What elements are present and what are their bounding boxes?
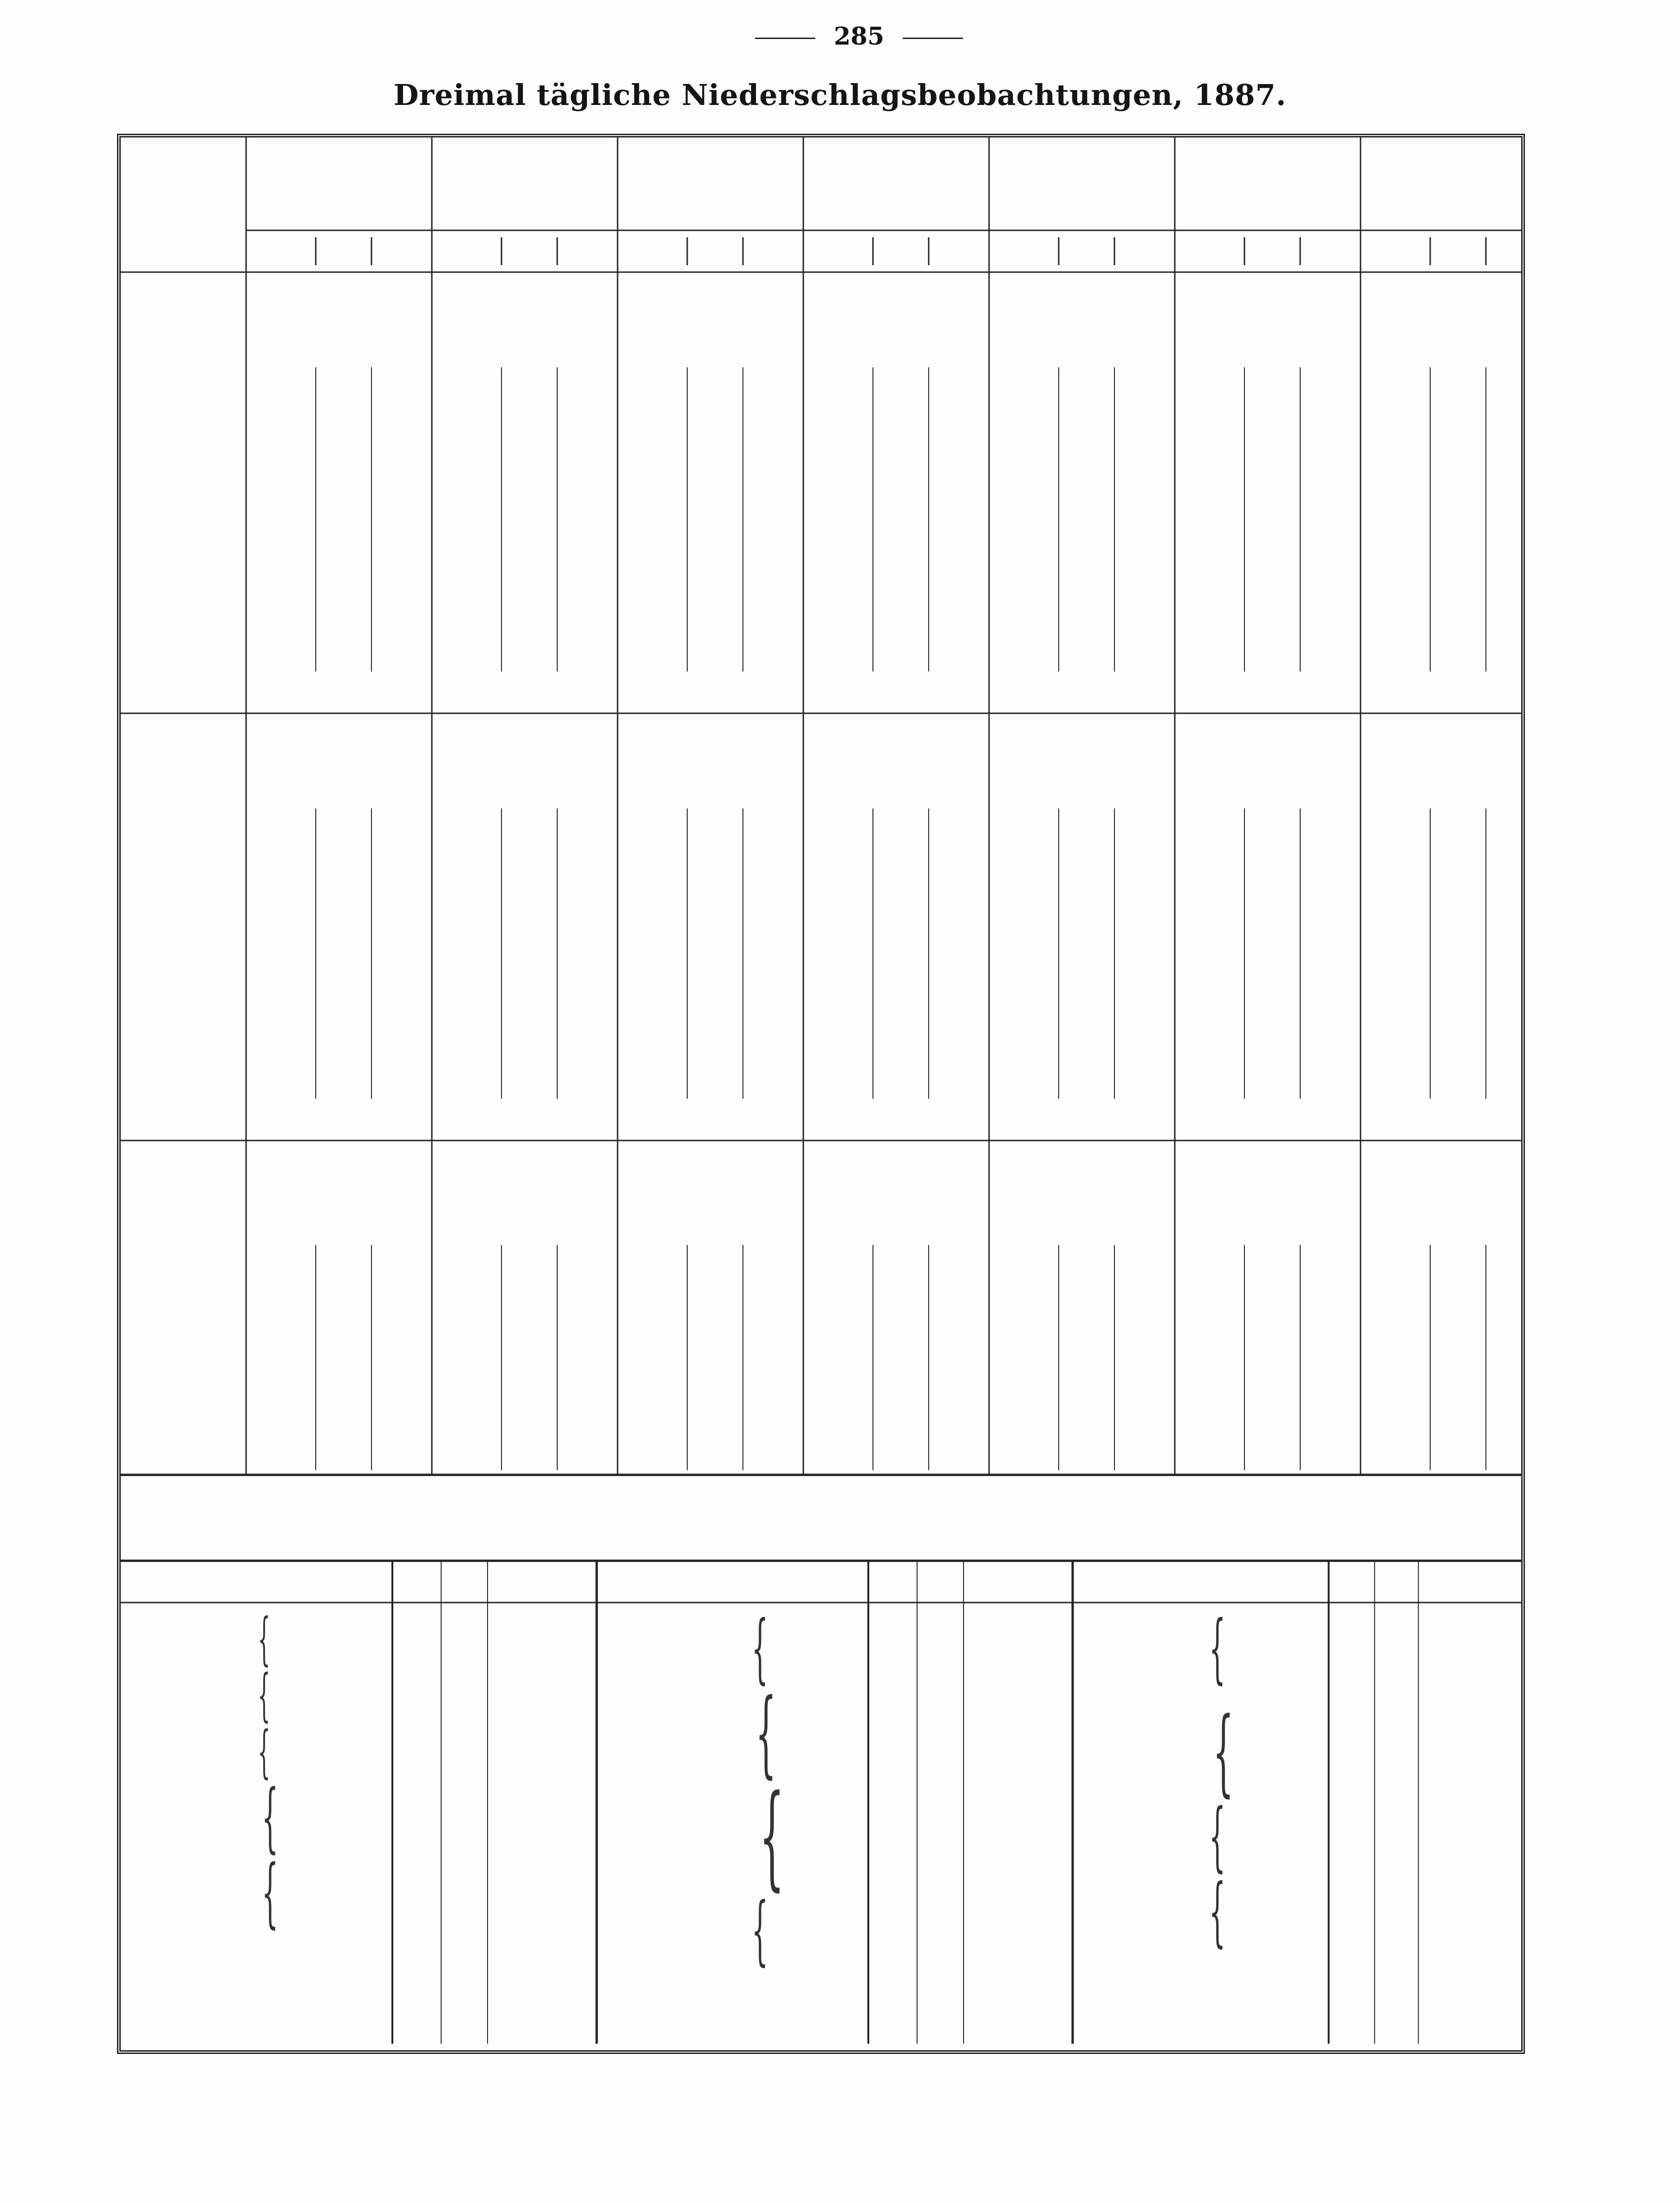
kreis-brace: { <box>755 1678 776 1788</box>
kreis-brace: { <box>751 1887 768 1975</box>
table-grid-lines <box>121 137 1521 2050</box>
kreis-brace: { <box>258 1718 271 1785</box>
kreis-brace: { <box>1209 1792 1226 1880</box>
page-title: Dreimal tägliche Niederschlagsbeobachtungen, 1887. <box>393 78 1287 112</box>
kreis-brace: { <box>1209 1868 1226 1955</box>
kreis-brace: { <box>1212 1697 1234 1807</box>
kreis-brace: { <box>258 1605 271 1672</box>
kreis-brace: { <box>261 1849 279 1937</box>
kreis-brace: { <box>751 1604 768 1692</box>
main-table <box>117 134 1525 2054</box>
kreis-brace: { <box>759 1771 785 1903</box>
kreis-brace: { <box>258 1662 271 1728</box>
page-number: 285 <box>604 22 1114 51</box>
kreis-brace: { <box>261 1774 279 1862</box>
kreis-brace: { <box>1209 1604 1226 1692</box>
